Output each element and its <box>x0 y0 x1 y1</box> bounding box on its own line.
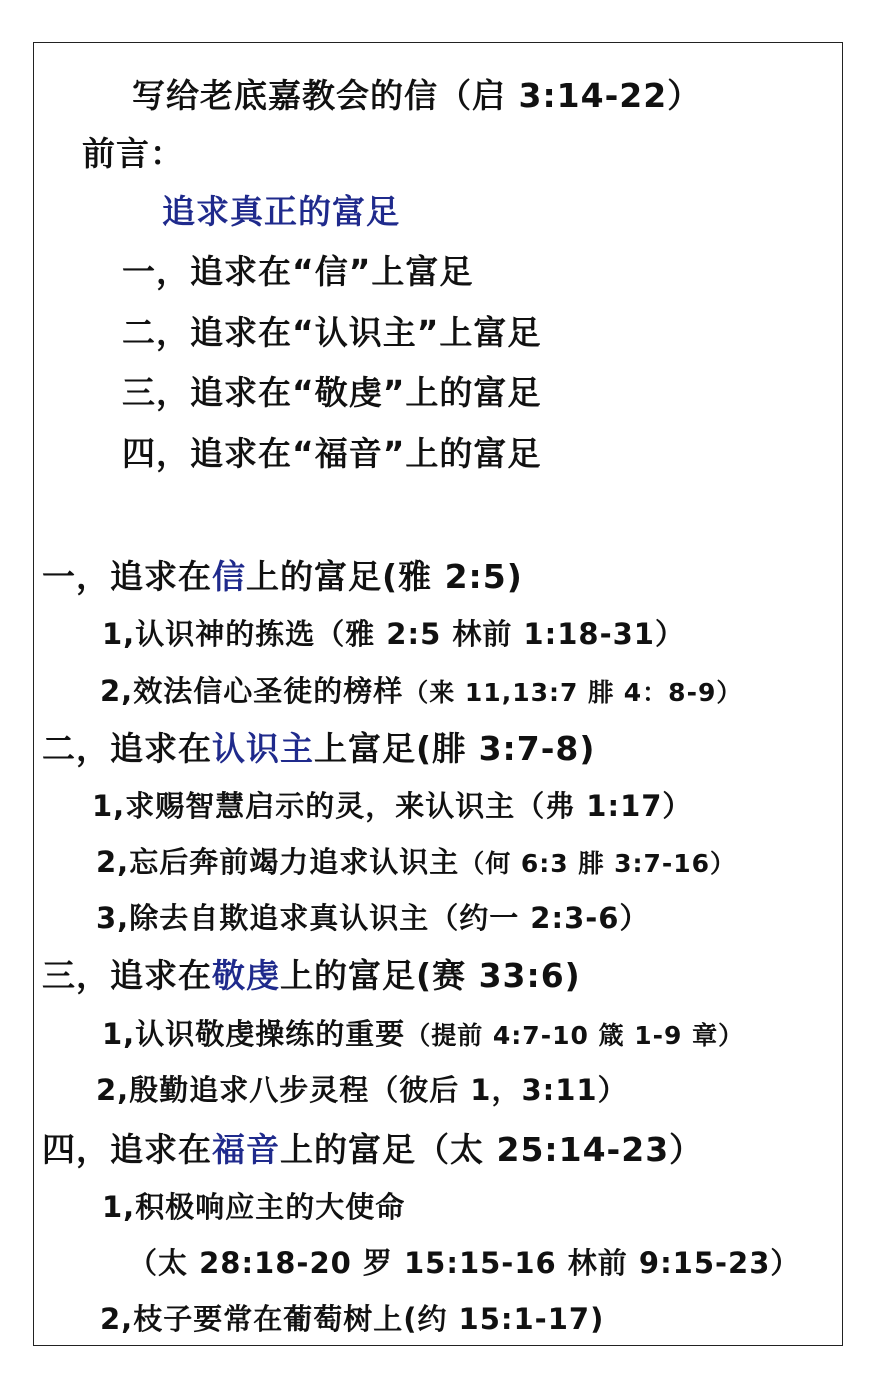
point-text: 1,认识敬虔操练的重要 <box>102 1017 406 1051</box>
section-keyword: 福音 <box>212 1130 280 1169</box>
outline-item: 一，追求在“信”上富足 <box>122 252 474 291</box>
section-heading <box>42 723 595 770</box>
section-keyword: 认识主 <box>212 729 314 768</box>
point-text: 2,效法信心圣徒的榜样 <box>100 674 404 708</box>
section-heading <box>42 950 581 997</box>
outline-item: 二，追求在“认识主”上富足 <box>122 313 542 352</box>
point-text: 2,忘后奔前竭力追求认识主 <box>96 845 460 879</box>
section-point: 2,枝子要常在葡萄树上(约 15:1-17) <box>100 1302 605 1336</box>
section-point <box>102 1012 744 1053</box>
point-reference: （何 6:3 腓 3:7-16） <box>459 849 737 878</box>
section-heading-suffix: 上富足(腓 3:7-8) <box>314 729 596 768</box>
section-heading-suffix: 上的富足(雅 2:5) <box>246 557 523 596</box>
outline-item: 四，追求在“福音”上的富足 <box>122 434 542 473</box>
section-point-reference-line: （太 28:18-20 罗 15:15-16 林前 9:15-23） <box>128 1246 801 1280</box>
point-reference: （提前 4:7-10 箴 1-9 章） <box>405 1021 745 1050</box>
section-point <box>96 840 736 881</box>
preface-label: 前言： <box>82 134 184 173</box>
point-reference: （来 11,13:7 腓 4：8-9） <box>403 678 743 707</box>
section-point: 1,积极响应主的大使命 <box>102 1190 406 1224</box>
section-heading <box>42 551 523 598</box>
outline-item: 三，追求在“敬虔”上的富足 <box>122 373 542 412</box>
section-keyword: 信 <box>212 557 246 596</box>
theme-heading: 追求真正的富足 <box>162 192 400 231</box>
section-heading <box>42 1124 703 1171</box>
section-point: 1,认识神的拣选（雅 2:5 林前 1:18-31） <box>102 617 685 651</box>
section-heading-suffix: 上的富足(赛 33:6) <box>280 956 581 995</box>
section-keyword: 敬虔 <box>212 956 280 995</box>
section-point <box>100 669 742 710</box>
section-point: 3,除去自欺追求真认识主（约一 2:3-6） <box>96 901 650 935</box>
section-heading-prefix: 三，追求在 <box>42 956 212 995</box>
document-title: 写给老底嘉教会的信（启 3:14-22） <box>132 76 702 115</box>
section-heading-prefix: 二，追求在 <box>42 729 212 768</box>
section-point: 1,求赐智慧启示的灵，来认识主（弗 1:17） <box>92 789 693 823</box>
section-heading-prefix: 四，追求在 <box>42 1130 212 1169</box>
section-heading-suffix: 上的富足（太 25:14-23） <box>280 1130 704 1169</box>
section-point: 2,殷勤追求八步灵程（彼后 1，3:11） <box>96 1073 628 1107</box>
section-heading-prefix: 一，追求在 <box>42 557 212 596</box>
